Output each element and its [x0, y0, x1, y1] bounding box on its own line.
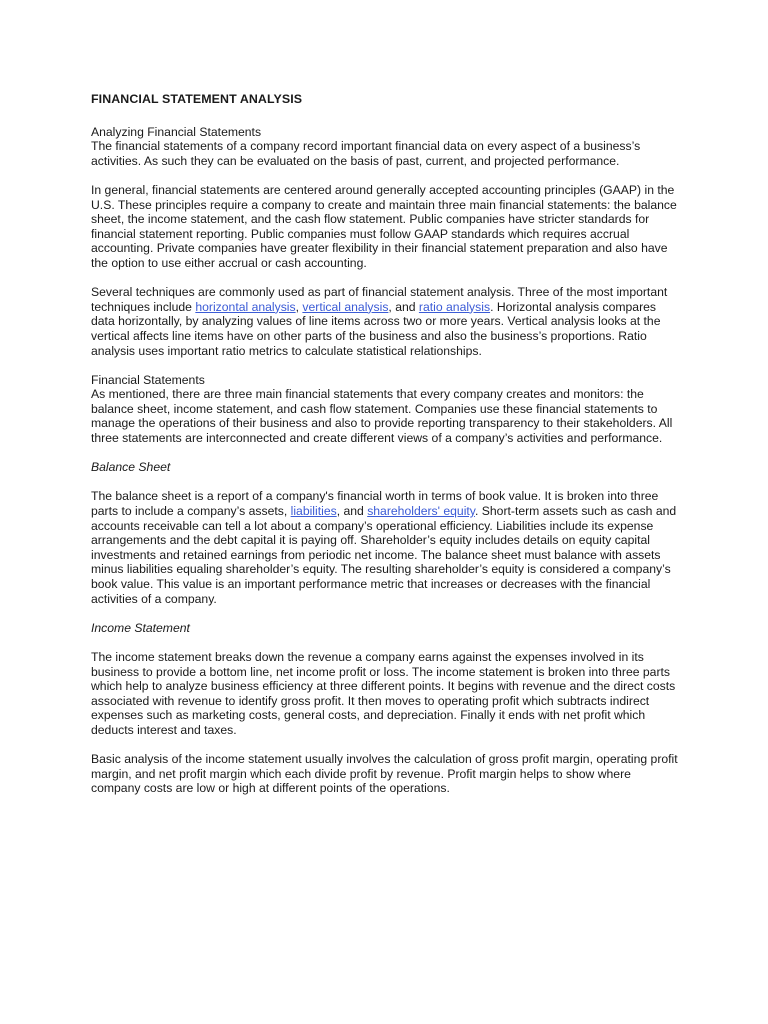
paragraph-text: Several techniques are commonly used as part of financial statement analysis. Three of the most important techniques include [91, 285, 668, 314]
link-liabilities[interactable]: liabilities [290, 504, 337, 519]
paragraph-text: The financial statements of a company record important financial data on every aspect of a business’s activities. As such they can be evaluated on the basis of past, current, and projected performance. [91, 139, 641, 168]
paragraph-text: As mentioned, there are three main financial statements that every company creates and monitors: the balance sheet, income statement, and cash flow statement. Companies use these financial statements to manage the operations of their business and also to provide reporting transparency to their stakeholders. All three statements are interconnected and create different views of a company’s activities and performance. [91, 387, 673, 446]
link-vertical-analysis[interactable]: vertical analysis [302, 299, 389, 314]
document-title: FINANCIAL STATEMENT ANALYSIS [91, 92, 303, 106]
paragraph-profit-margin: Basic analysis of the income statement usually involves the calculation of gross profit margin, operating profit margin, and net profit margin which each divide profit by revenue. Profit margin helps to show where company costs are low or high at different points of the operations. [91, 752, 678, 796]
paragraph-financial-statements [91, 373, 681, 446]
link-shareholders-equity[interactable]: shareholders' equity [367, 504, 475, 519]
paragraph-text: . Short-term assets such as cash and accounts receivable can tell a lot about a company’s operational efficiency. Liabilities include its expense arrangements and the debt capital it is paying off. Shareholder’s equity includes details on equity capital investments and retained earnings from periodic net income. The balance sheet must balance with assets minus liabilities equaling shareholder’s equity. The resulting shareholder’s equity is considered a company’s book value. This value is an important performance metric that increases or decreases with the financial activities of a company. [91, 504, 677, 606]
link-ratio-analysis[interactable]: ratio analysis [418, 299, 491, 314]
link-horizontal-analysis[interactable]: horizontal analysis [195, 299, 296, 314]
paragraph-text: , and [336, 504, 368, 519]
paragraph-text: , [295, 299, 303, 314]
document-page [91, 92, 681, 811]
paragraph-intro [91, 125, 681, 169]
paragraph-text: , and [388, 299, 419, 314]
section-heading-analyzing: Analyzing Financial Statements [91, 124, 262, 139]
paragraph-gaap: In general, financial statements are centered around generally accepted accounting principles (GAAP) in the U.S. These principles require a company to create and maintain three main financial statements: the balance sheet, the income statement, and the cash flow statement. Public companies have stricter standards for financial statement reporting. Public companies must follow GAAP standards which requires accrual accounting. Private companies have greater flexibility in their financial statement preparation and also have the option to use either accrual or cash accounting. [91, 182, 677, 270]
paragraph-text: The balance sheet is a report of a company's financial worth in terms of book value. It is broken into three parts to include a company’s assets, [91, 489, 659, 519]
paragraph-text: . Horizontal analysis compares data horizontally, by analyzing values of line items across two or more years. Vertical analysis looks at the vertical affects line items have on other parts of the business and also the business’s proportions. Ratio analysis uses important ratio metrics to calculate statistical relationships. [91, 299, 661, 358]
section-heading-income-statement: Income Statement [91, 620, 190, 635]
paragraph-techniques [91, 285, 681, 358]
section-heading-financial-statements: Financial Statements [91, 372, 205, 387]
paragraph-income-statement: The income statement breaks down the revenue a company earns against the expenses involved in its business to provide a bottom line, net income profit or loss. The income statement is broken into three parts which help to analyze business efficiency at three different points. It begins with revenue and the direct costs associated with revenue to identify gross profit. It then moves to operating profit which subtracts indirect expenses such as marketing costs, general costs, and depreciation. Finally it ends with net profit which deducts interest and taxes. [91, 649, 676, 737]
paragraph-balance-sheet [91, 489, 681, 606]
section-heading-balance-sheet: Balance Sheet [91, 460, 171, 475]
